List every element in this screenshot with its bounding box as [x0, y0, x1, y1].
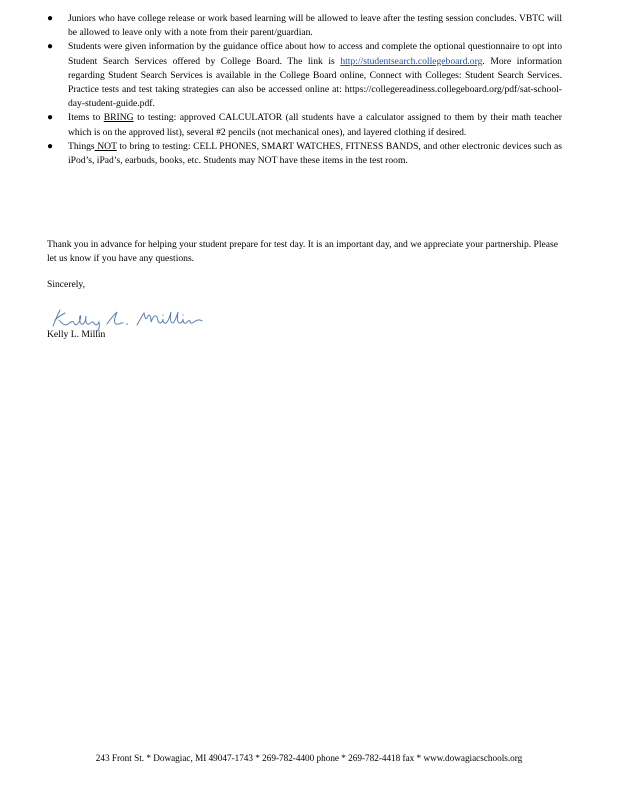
bullet-text-part: Students were given information by the guidance office about how to access and complete the optional questionnaire to opt into Student Search Services offered by College Board. The link is	[68, 41, 562, 67]
instructions-list	[47, 12, 562, 168]
student-search-link[interactable]: http://studentsearch.collegeboard.org	[340, 55, 483, 67]
bullet-text-part: . More information regarding Student Search Services is available in the College Board online, Connect with Colleges: Student Search Services. Practice tests and test taking strategies can also be accessed online at: https://collegereadiness.collegeboard.org/pdf/sat-school-day-student-guide.pdf.	[68, 55, 562, 110]
list-item	[47, 12, 562, 40]
sign-off: Sincerely,	[47, 279, 86, 290]
letterhead-footer: 243 Front St. * Dowagiac, MI 49047-1743 * 269-782-4400 phone * 269-782-4418 fax * www.dowagiacschools.org	[95, 753, 523, 763]
bullet-icon: ●	[47, 13, 54, 24]
bullet-icon: ●	[47, 112, 54, 124]
bullet-text-part: Items to	[68, 112, 104, 124]
closing-paragraph: Thank you in advance for helping your student prepare for test day. It is an important day, and we appreciate your partnership. Please let us know if you have any questions.	[47, 239, 559, 265]
bring-emphasis: BRING	[103, 112, 134, 124]
bullet-text: Juniors who have college release or work based learning will be allowed to leave after the testing session concludes. VBTC will be allowed to leave only with a note from their parent/guardian.	[68, 13, 562, 39]
list-item	[47, 40, 562, 111]
bullet-text-part: Things	[68, 140, 95, 152]
bullet-text-part: to bring to testing: CELL PHONES, SMART WATCHES, FITNESS BANDS, and other electronic devices such as iPod’s, iPad’s, earbuds, books, etc. Students may NOT have these items in the test room.	[68, 140, 562, 167]
bullet-icon: ●	[47, 140, 54, 152]
list-item	[47, 111, 562, 139]
not-emphasis: NOT	[94, 140, 117, 152]
signer-name: Kelly L. Millin	[47, 329, 106, 340]
list-item	[47, 140, 562, 168]
bullet-icon: ●	[47, 41, 54, 53]
bullet-text-part: to testing: approved CALCULATOR (all students have a calculator assigned to them by their math teacher which is on the approved list), several #2 pencils (not mechanical ones), and layered clothing if desired.	[68, 112, 562, 138]
